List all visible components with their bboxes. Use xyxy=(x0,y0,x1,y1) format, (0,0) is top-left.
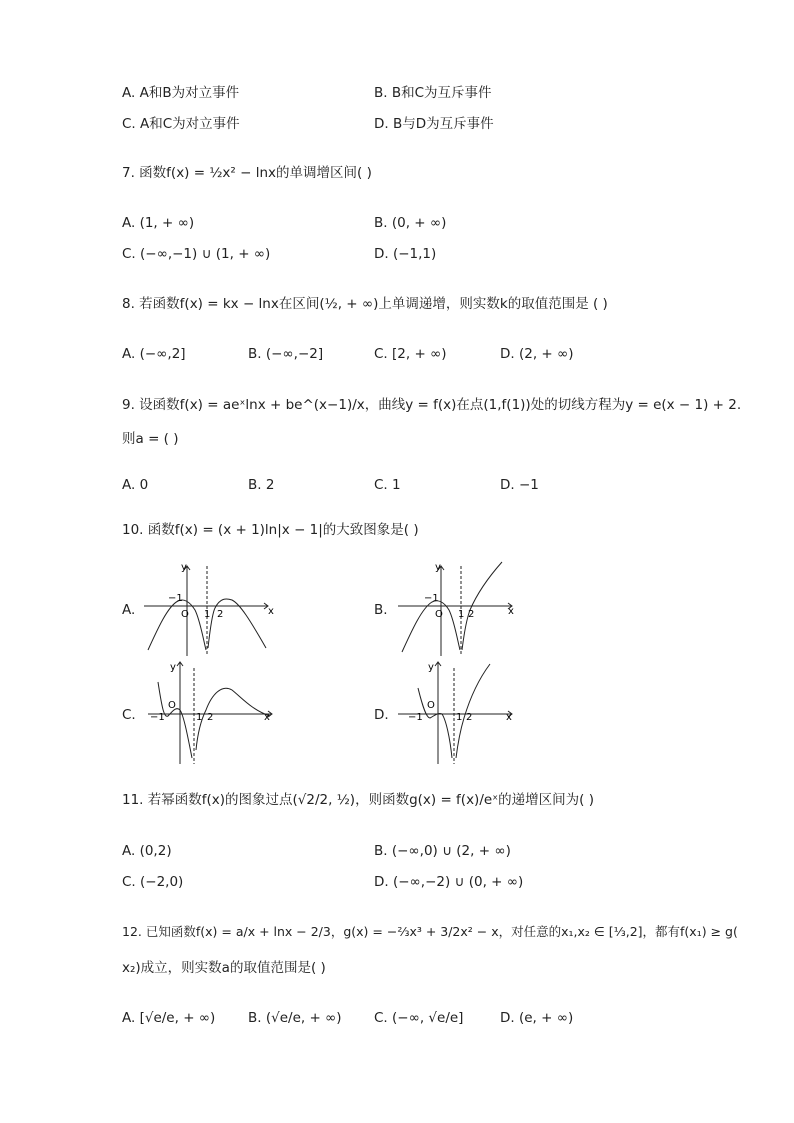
q9-option-b: B. 2 xyxy=(248,477,275,493)
y-axis-label: y xyxy=(181,562,187,573)
q6-option-c: C. A和C为对立事件 xyxy=(122,116,240,132)
q6-option-d: D. B与D为互斥事件 xyxy=(374,116,494,132)
tick-minus-one: −1 xyxy=(150,712,165,723)
tick-minus-one: −1 xyxy=(408,712,423,723)
tick-two: 2 xyxy=(217,609,224,620)
q10-graph-d xyxy=(394,658,519,768)
q10-option-c-label: C. xyxy=(122,707,136,723)
q12-stem: 12. 已知函数f(x) = a/x + lnx − 2/3，g(x) = −⅔x³ + 3/2x² − x，对任意的x₁,x₂ ∈ [⅓,2]，都有f(x₁) ≥ g( xyxy=(122,924,738,939)
curve-right xyxy=(456,664,490,758)
q12-option-c: C. (−∞, √e/e] xyxy=(374,1010,464,1026)
tick-one: 1 xyxy=(196,712,203,723)
q10-graph-a xyxy=(140,558,275,660)
q10-option-b-label: B. xyxy=(374,602,388,618)
tick-two: 2 xyxy=(207,712,214,723)
q7-option-b: B. (0, + ∞) xyxy=(374,215,447,231)
q8-option-b: B. (−∞,−2] xyxy=(248,346,324,362)
q7-option-c: C. (−∞,−1) ∪ (1, + ∞) xyxy=(122,246,271,262)
q8-option-c: C. [2, + ∞) xyxy=(374,346,447,362)
q9-option-d: D. −1 xyxy=(500,477,539,493)
q12-stem-continued: x₂)成立，则实数a的取值范围是( ) xyxy=(122,960,326,976)
tick-one: 1 xyxy=(458,609,465,620)
tick-minus-one: −1 xyxy=(424,593,439,604)
tick-minus-one: −1 xyxy=(168,593,183,604)
q9-option-a: A. 0 xyxy=(122,477,149,493)
q6-option-b: B. B和C为互斥事件 xyxy=(374,85,492,101)
q9-option-c: C. 1 xyxy=(374,477,401,493)
x-axis-label: x xyxy=(506,712,512,723)
origin-label: O xyxy=(168,700,176,711)
x-axis-label: x xyxy=(508,606,514,617)
tick-two: 2 xyxy=(466,712,473,723)
q7-option-a: A. (1, + ∞) xyxy=(122,215,195,231)
y-axis-label: y xyxy=(428,662,434,673)
q10-stem: 10. 函数f(x) = (x + 1)ln|x − 1|的大致图象是( ) xyxy=(122,522,419,538)
q11-option-a: A. (0,2) xyxy=(122,843,172,859)
curve-left xyxy=(148,600,206,650)
y-axis-label: y xyxy=(170,662,176,673)
q11-option-b: B. (−∞,0) ∪ (2, + ∞) xyxy=(374,843,511,859)
tick-one: 1 xyxy=(204,609,211,620)
x-axis-label: x xyxy=(268,606,274,617)
q10-graph-c xyxy=(144,658,279,768)
q8-option-d: D. (2, + ∞) xyxy=(500,346,574,362)
q12-option-d: D. (e, + ∞) xyxy=(500,1010,574,1026)
q10-option-a-label: A. xyxy=(122,602,136,618)
q11-option-c: C. (−2,0) xyxy=(122,874,184,890)
q8-option-a: A. (−∞,2] xyxy=(122,346,186,362)
tick-two: 2 xyxy=(468,609,475,620)
q12-option-b: B. (√e/e, + ∞) xyxy=(248,1010,342,1026)
origin-label: O xyxy=(181,609,189,620)
q7-option-d: D. (−1,1) xyxy=(374,246,437,262)
q10-graph-b xyxy=(394,558,519,660)
tick-one: 1 xyxy=(456,712,463,723)
q7-stem: 7. 函数f(x) = ½x² − lnx的单调增区间( ) xyxy=(122,165,372,181)
x-axis-label: x xyxy=(264,712,270,723)
q11-stem: 11. 若幂函数f(x)的图象过点(√2/2, ½)，则函数g(x) = f(x)/eˣ的递增区间为( ) xyxy=(122,792,594,808)
y-axis-label: y xyxy=(435,562,441,573)
q12-option-a: A. [√e/e, + ∞) xyxy=(122,1010,216,1026)
q10-option-d-label: D. xyxy=(374,707,389,723)
curve-left xyxy=(418,688,452,758)
q9-stem: 9. 设函数f(x) = aeˣlnx + be^(x−1)/x，曲线y = f(x)在点(1,f(1))处的切线方程为y = e(x − 1) + 2. xyxy=(122,397,742,413)
q8-stem: 8. 若函数f(x) = kx − lnx在区间(½, + ∞)上单调递增，则实数k的取值范围是 ( ) xyxy=(122,296,608,312)
q6-option-a: A. A和B为对立事件 xyxy=(122,85,240,101)
q11-option-d: D. (−∞,−2) ∪ (0, + ∞) xyxy=(374,874,524,890)
curve-left xyxy=(402,601,460,652)
q9-stem-continued: 则a = ( ) xyxy=(122,431,179,447)
origin-label: O xyxy=(435,609,443,620)
origin-label: O xyxy=(427,700,435,711)
